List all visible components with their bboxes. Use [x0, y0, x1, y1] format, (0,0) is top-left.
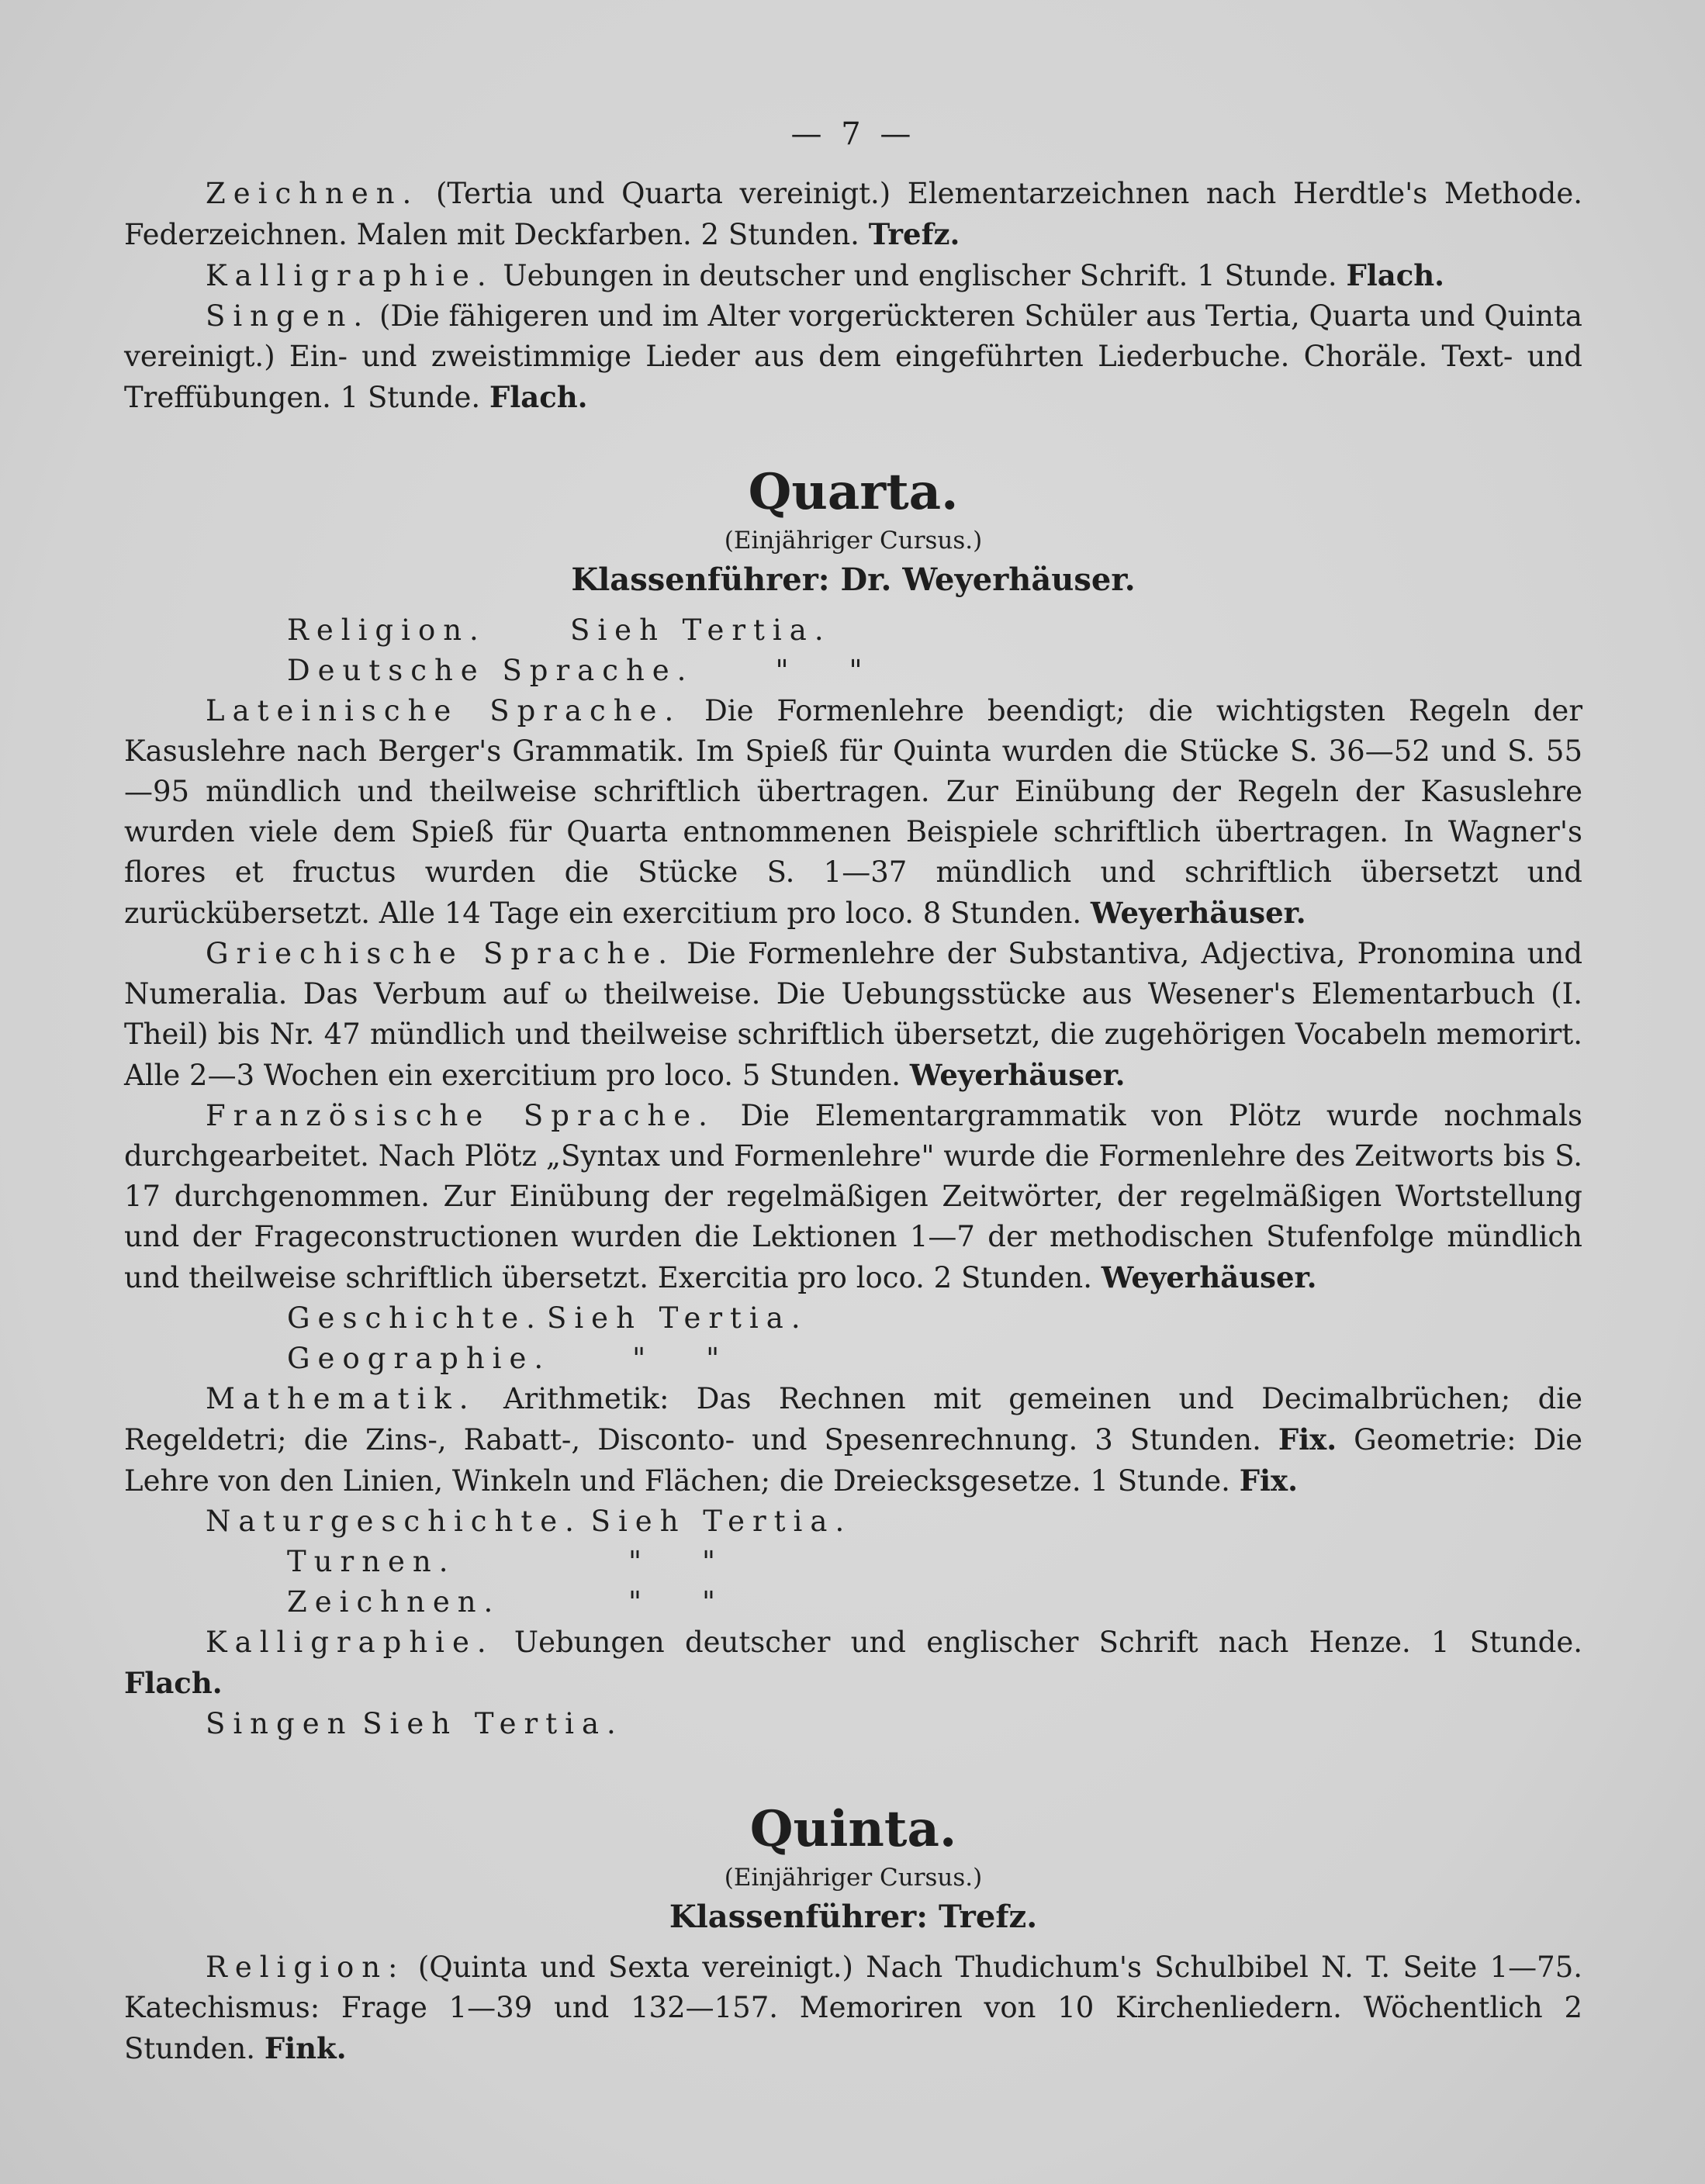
subject-franzoesisch: Französische Sprache. Die Elementargrammatik von Plötz wurde nochmals durchgearbeitet. Nach Plötz „Syntax und Formenlehre" wurde die Formenlehre des Zeitworts bis S. 17 durchgenommen. Zur Einübung der regelmäßigen Zeitwörter, der regelmäßigen Wortstellung und der Frageconstructionen wurden die Lektionen 1—7 der methodischen Stufenfolge mündlich und theilweise schriftlich übersetzt. Exercitia pro loco. 2 Stunden. Weyerhäuser.: [124, 1099, 1582, 1294]
paragraph-zeichnen: Zeichnen. (Tertia und Quarta vereinigt.) Elementarzeichnen nach Herdtle's Methode. Federzeichnen. Malen mit Deckfarben. 2 Stunden. Trefz.: [124, 177, 1582, 251]
subject-kalligraphie: Kalligraphie. Uebungen deutscher und englischer Schrift nach Henze. 1 Stunde. Flach.: [124, 1626, 1582, 1700]
subject-religion: Religion. Sieh Tertia.: [287, 613, 832, 647]
section-subtitle-quarta: (Einjähriger Cursus.): [724, 527, 983, 555]
section-title-quinta: Quinta.: [749, 1800, 957, 1858]
subject-mathematik: Mathematik. Arithmetik: Das Rechnen mit gemeinen und Decimalbrüchen; die Regeldetri; die Zins-, Rabatt-, Disconto- und Spesenrechnung. 3 Stunden. Fix. Geometrie: Die Lehre von den Linien, Winkeln und Flächen; die Dreiecksgesetze. 1 Stunde. Fix.: [124, 1382, 1583, 1498]
paragraph-singen: Singen. (Die fähigeren und im Alter vorgerückteren Schüler aus Tertia, Quarta und Quinta vereinigt.) Ein- und zweistimmige Lieder aus dem eingeführten Liederbuche. Choräle. Text- und Treffübungen. 1 Stunde. Flach.: [124, 299, 1582, 414]
paragraph-kalligraphie: Kalligraphie. Uebungen in deutscher und englischer Schrift. 1 Stunde. Flach.: [206, 258, 1445, 292]
subject-zeichnen: Zeichnen. " ": [287, 1585, 716, 1619]
page-content: [124, 116, 1582, 2069]
subject-turnen: Turnen. " ": [287, 1545, 716, 1578]
subject-latein: Lateinische Sprache. Die Formenlehre beendigt; die wichtigsten Regeln der Kasuslehre nach Berger's Grammatik. Im Spieß für Quinta wurden die Stücke S. 36—52 und S. 55—95 mündlich und theilweise schriftlich übertragen. Zur Einübung der Regeln der Kasuslehre wurden viele dem Spieß für Quarta entnommenen Beispiele schriftlich übertragen. In Wagner's flores et fructus wurden die Stücke S. 1—37 mündlich und schriftlich übersetzt und zurückübersetzt. Alle 14 Tage ein exercitium pro loco. 8 Stunden. Weyerhäuser.: [124, 694, 1583, 930]
subject-religion-quinta: Religion: (Quinta und Sexta vereinigt.) Nach Thudichum's Schulbibel N. T. Seite 1—75. Katechismus: Frage 1—39 und 132—157. Memoriren von 10 Kirchenliedern. Wöchentlich 2 Stunden. Fink.: [124, 1951, 1582, 2065]
subject-deutsch: Deutsche Sprache. " ": [287, 654, 863, 687]
class-teacher-quinta: Klassenführer: Trefz.: [669, 1899, 1038, 1935]
subject-naturgeschichte: Naturgeschichte. Sieh Tertia.: [206, 1505, 852, 1538]
subject-singen: Singen Sieh Tertia.: [206, 1707, 624, 1740]
section-title-quarta: Quarta.: [748, 463, 959, 521]
section-subtitle-quinta: (Einjähriger Cursus.): [724, 1864, 983, 1892]
page-number: — 7 —: [790, 116, 916, 152]
class-teacher-quarta: Klassenführer: Dr. Weyerhäuser.: [571, 562, 1136, 598]
subject-griechisch: Griechische Sprache. Die Formenlehre der Substantiva, Adjectiva, Pronomina und Numeralia. Das Verbum auf ω theilweise. Die Uebungsstücke aus Wesener's Elementarbuch (I. Theil) bis Nr. 47 mündlich und theilweise schriftlich übersetzt, die zugehörigen Vocabeln memorirt. Alle 2—3 Wochen ein exercitium pro loco. 5 Stunden. Weyerhäuser.: [124, 937, 1583, 1092]
subject-geschichte: Geschichte. Sieh Tertia.: [287, 1301, 808, 1335]
subject-geographie: Geographie. " ": [287, 1342, 720, 1375]
